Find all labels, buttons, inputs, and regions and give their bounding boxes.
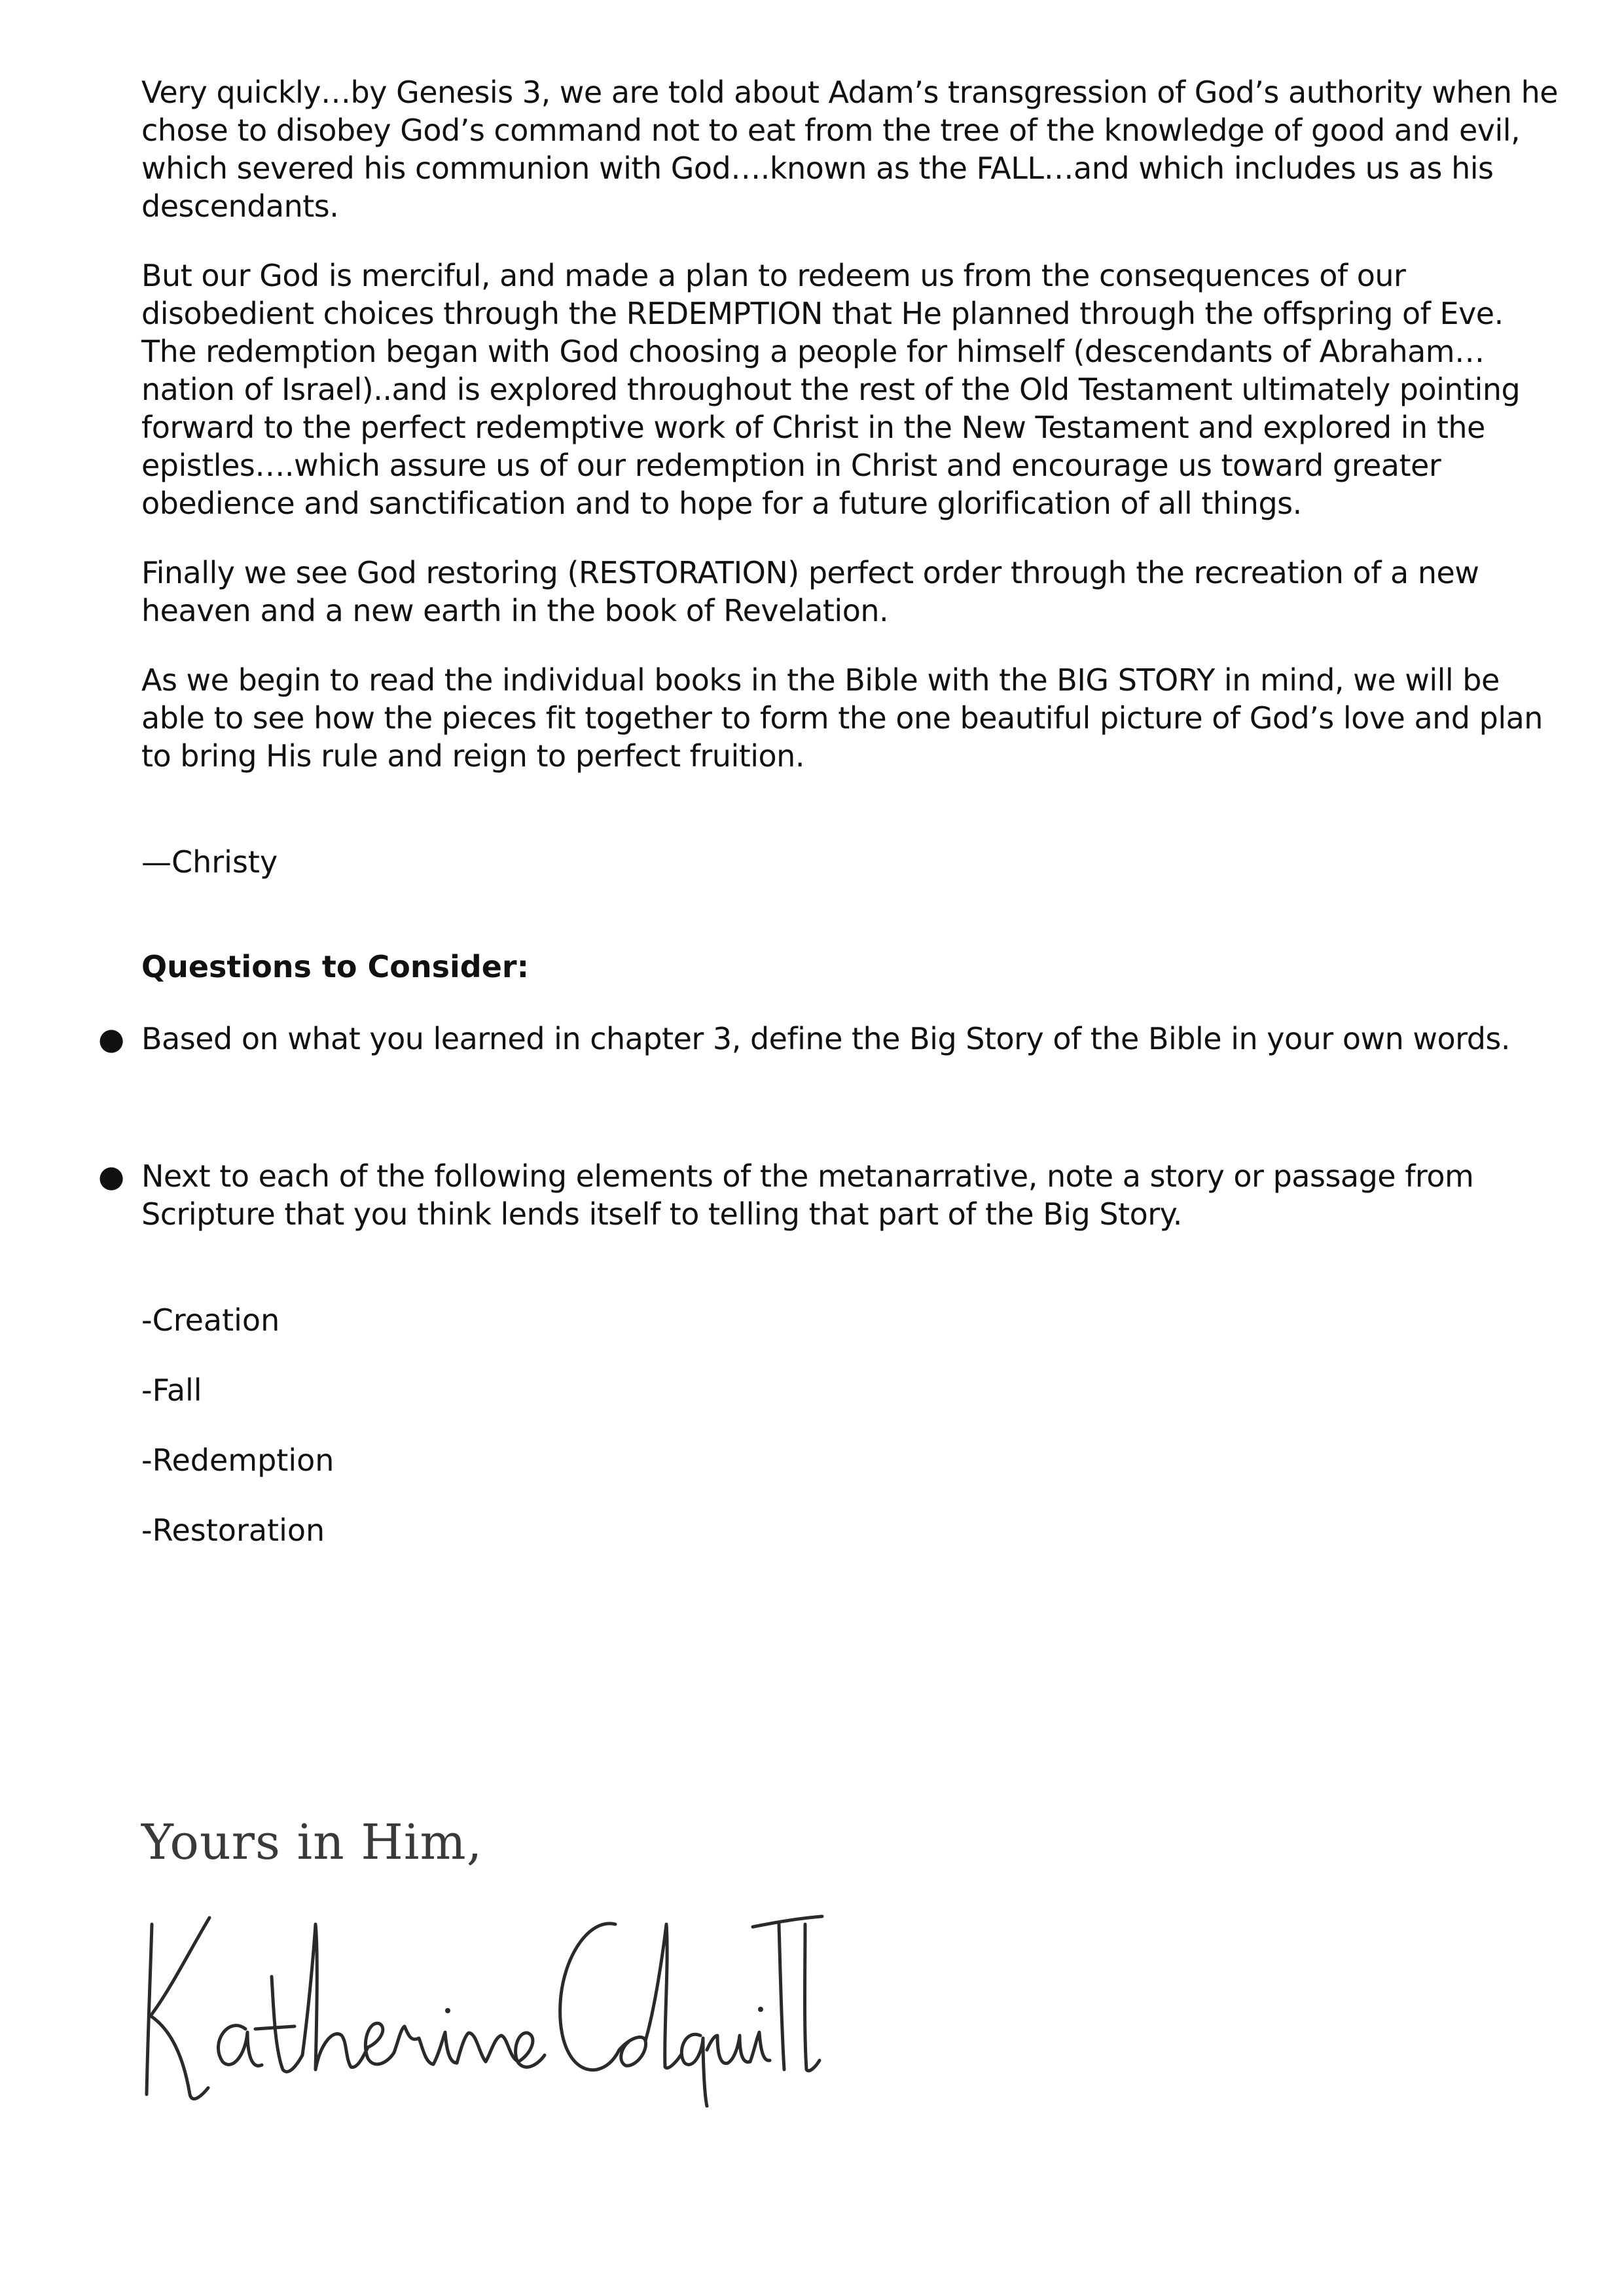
question-item (98, 1157, 1562, 1233)
document-body (98, 73, 1562, 1581)
paragraph-restoration: Finally we see God restoring (RESTORATION) perfect order through the recreation of a new heaven and a new earth in the book of Revelation. (141, 555, 1479, 628)
author-signoff: —Christy (141, 844, 278, 880)
element-fall: -Fall (141, 1372, 202, 1408)
paragraph-redemption: But our God is merciful, and made a plan to redeem us from the consequences of our disobedient choices through the REDEMPTION that He planned through the offspring of Eve. The redemption began with God choosing a people for himself (descendants of Abraham…nation of Israel)..and is explored throughout the rest of the Old Testament ultimately pointing forward to the perfect redemptive work of Christ in the New Testament and explored in the epistles….which assure us of our redemption in Christ and encourage us toward greater obedience and sanctification and to hope for a future glorification of all things. (141, 258, 1521, 521)
questions-heading: Questions to Consider: (141, 949, 530, 984)
paragraph-fall: Very quickly…by Genesis 3, we are told about Adam’s transgression of God’s authority when he chose to disobey God’s command not to eat from the tree of the knowledge of good and evil, which severed his communion with God….known as the FALL…and which includes us as his descendants. (141, 75, 1559, 224)
bullet-icon: ● (98, 1158, 124, 1194)
question-item (98, 1020, 1562, 1058)
paragraph-big-story: As we begin to read the individual books in the Bible with the BIG STORY in mind, we will be able to see how the pieces fit together to form the one beautiful picture of God’s love and plan to bring His rule and reign to perfect fruition. (141, 662, 1543, 774)
question-text: Based on what you learned in chapter 3, define the Big Story of the Bible in your own words. (141, 1021, 1511, 1056)
bullet-icon: ● (98, 1021, 124, 1056)
closing-salutation: Yours in Him, (141, 1814, 483, 1871)
element-creation: -Creation (141, 1302, 280, 1338)
question-text: Next to each of the following elements of the metanarrative, note a story or passage from Scripture that you think lends itself to telling that part of the Big Story. (141, 1158, 1474, 1232)
element-redemption: -Redemption (141, 1443, 334, 1478)
handwritten-signature (131, 1898, 825, 2108)
element-restoration: -Restoration (141, 1513, 325, 1548)
metanarrative-elements (141, 1301, 1562, 1549)
